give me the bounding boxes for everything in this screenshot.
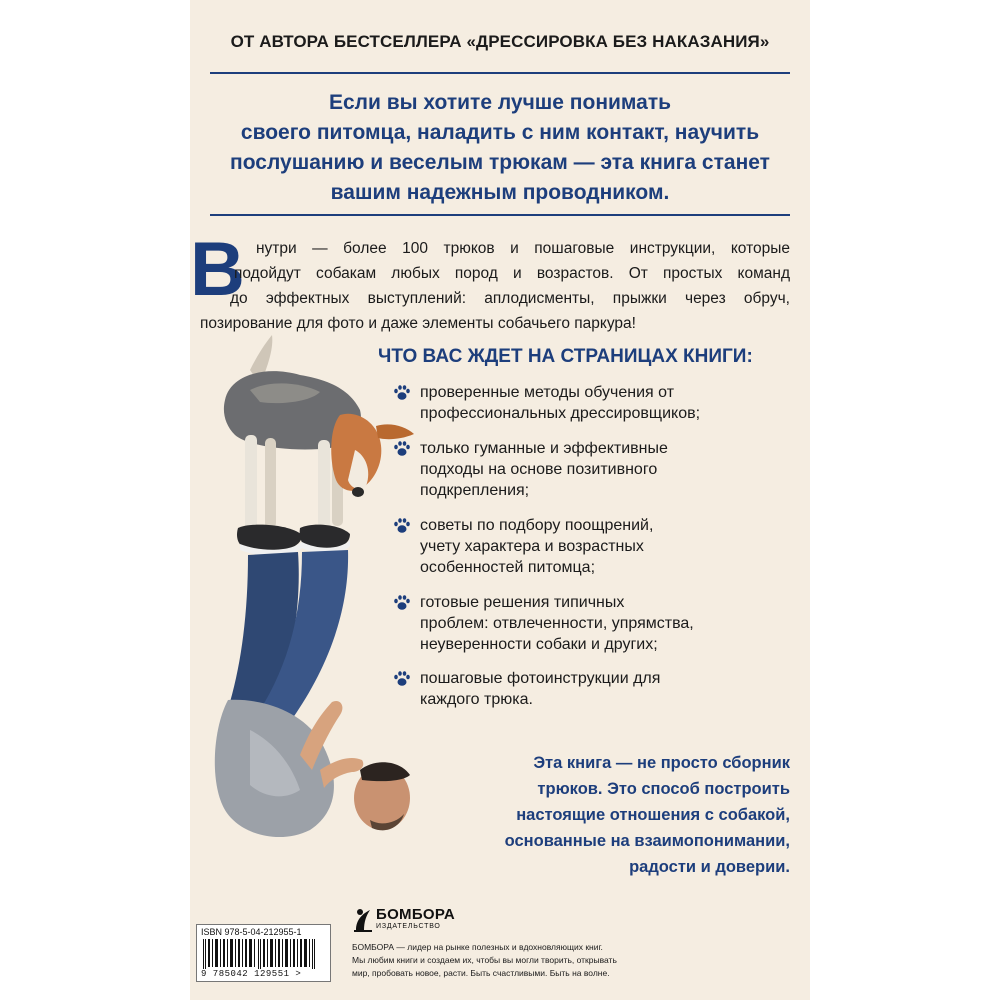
paw-icon <box>392 439 412 459</box>
list-item-line: только гуманные и эффективные <box>420 440 668 457</box>
list-item <box>420 382 800 424</box>
closing-line: радости и доверии. <box>629 858 790 876</box>
list-item-line: проблем: отвлеченности, упрямства, <box>420 615 694 632</box>
list-item-line: неуверенности собаки и других; <box>420 636 658 653</box>
list-item-line: особенностей питомца; <box>420 559 596 576</box>
lead-paragraph <box>210 88 790 208</box>
publisher-note-line: мир, пробовать новое, расти. Быть счастливыми. Быть на волне. <box>352 968 610 978</box>
list-item-line: готовые решения типичных <box>420 594 625 611</box>
lead-line: Если вы хотите лучше понимать <box>328 91 672 114</box>
intro-line: нутри — более 100 трюков и пошаговые инструкции, которые <box>256 240 790 257</box>
closing-paragraph <box>490 750 790 880</box>
list-item <box>420 592 800 655</box>
list-item-line: подкрепления; <box>420 482 530 499</box>
publisher-note-line: БОМБОРА — лидер на рынке полезных и вдохновляющих книг. <box>352 942 603 952</box>
closing-line: настоящие отношения с собакой, <box>516 806 790 824</box>
paw-icon <box>392 516 412 536</box>
list-item <box>420 668 800 710</box>
list-item-line: учету характера и возрастных <box>420 538 644 555</box>
section-title: ЧТО ВАС ЖДЕТ НА СТРАНИЦАХ КНИГИ: <box>378 346 753 367</box>
list-item <box>420 438 800 501</box>
bombora-logo-icon <box>352 906 374 932</box>
paw-icon <box>392 593 412 613</box>
publisher-note <box>352 941 652 980</box>
list-item-line: проверенные методы обучения от <box>420 384 675 401</box>
list-item-line: подходы на основе позитивного <box>420 461 658 478</box>
lead-line: вашим надежным проводником. <box>330 181 670 204</box>
isbn-barcode <box>196 924 331 982</box>
lead-line: своего питомца, наладить с ним контакт, научить <box>240 121 760 144</box>
divider-top <box>210 72 790 74</box>
list-item-line: пошаговые фотоинструкции для <box>420 670 661 687</box>
intro-line: подойдут собакам любых пород и возрастов. От простых команд <box>234 265 790 282</box>
list-item-line: советы по подбору поощрений, <box>420 517 654 534</box>
paw-icon <box>392 383 412 403</box>
closing-line: Эта книга — не просто сборник <box>533 754 790 772</box>
divider-middle <box>210 214 790 216</box>
publisher-subtitle: ИЗДАТЕЛЬСТВО <box>376 923 441 930</box>
list-item <box>420 515 800 578</box>
list-item-line: профессиональных дрессировщиков; <box>420 405 701 422</box>
paw-icon <box>392 669 412 689</box>
barcode-icon <box>201 939 326 969</box>
list-item-line: каждого трюка. <box>420 691 533 708</box>
intro-line: позирование для фото и даже элементы собачьего паркура! <box>200 315 636 332</box>
book-back-cover <box>190 0 810 1000</box>
lead-line: послушанию и веселым трюкам — эта книга станет <box>230 151 770 174</box>
intro-line: до эффектных выступлений: аплодисменты, прыжки через обруч, <box>230 290 790 307</box>
barcode-digits: 9 785042 129551 > <box>201 969 302 979</box>
drop-cap: В <box>190 227 245 312</box>
closing-line: основанные на взаимопонимании, <box>504 832 790 850</box>
publisher-name: БОМБОРА <box>376 906 456 923</box>
author-tagline: ОТ АВТОРА БЕСТСЕЛЛЕРА «ДРЕССИРОВКА БЕЗ НАКАЗАНИЯ» <box>230 32 770 51</box>
closing-line: трюков. Это способ построить <box>537 780 790 798</box>
isbn-label: ISBN 978-5-04-212955-1 <box>201 927 302 937</box>
publisher-note-line: Мы любим книги и создаем их, чтобы вы могли творить, открывать <box>352 955 617 965</box>
